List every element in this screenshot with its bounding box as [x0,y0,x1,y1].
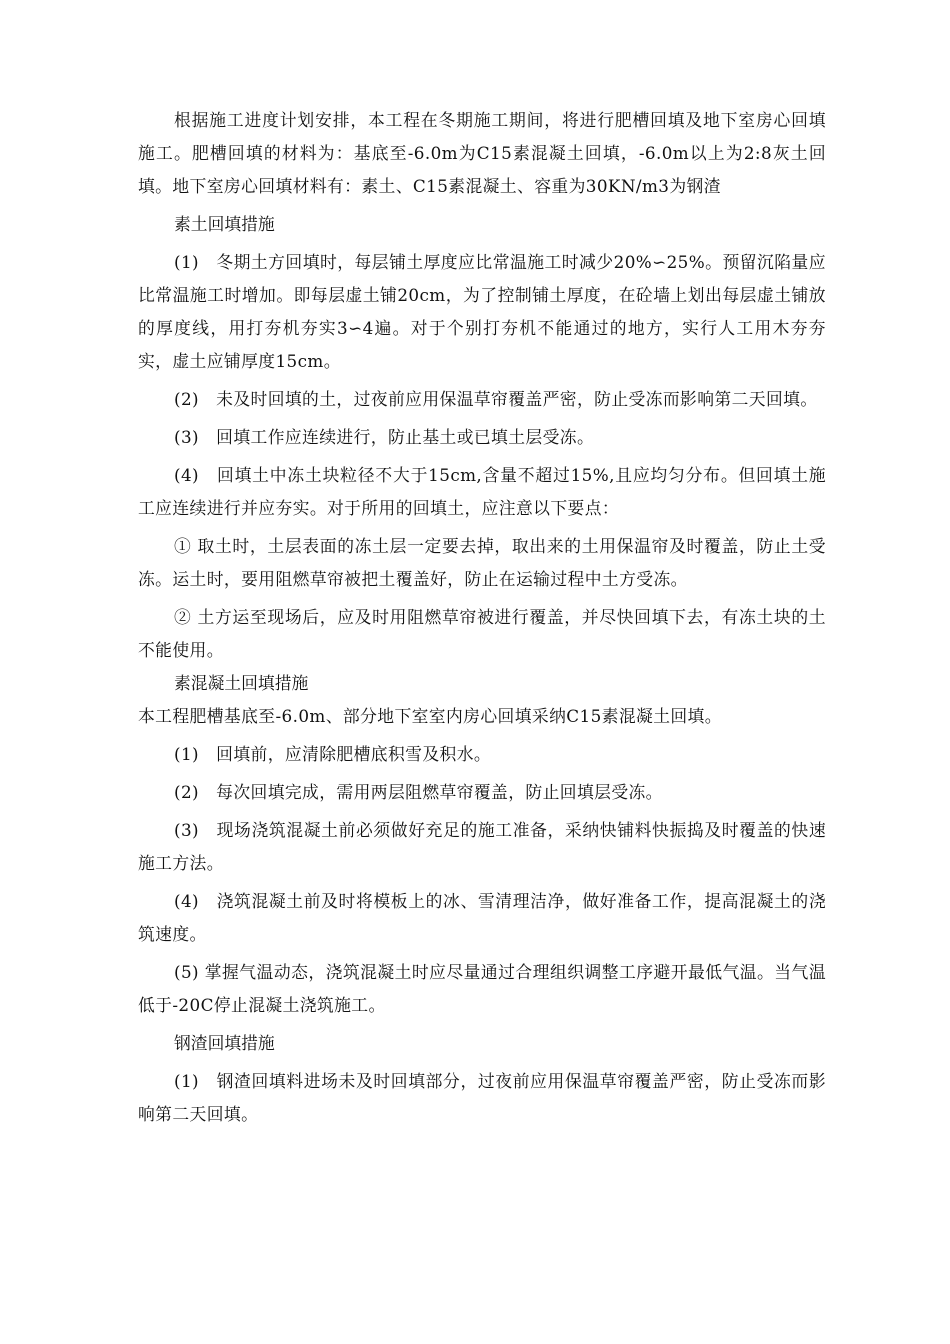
concrete-item-5: (5) 掌握气温动态，浇筑混凝土时应尽量通过合理组织调整工序避开最低气温。当气温低于-20C停止混凝土浇筑施工。 [138,962,826,1015]
concrete-item-4: (4) 浇筑混凝土前及时将模板上的冰、雪清理洁净，做好准备工作，提高混凝土的浇筑速度。 [138,891,826,944]
soil-point-2: ② 土方运至现场后，应及时用阻燃草帘被进行覆盖，并尽快回填下去，有冻土块的土不能使用。 [138,607,826,660]
section-title-slag-backfill: 钢渣回填措施 [174,1033,275,1053]
soil-point-1: ① 取土时，土层表面的冻土层一定要去掉，取出来的土用保温帘及时覆盖，防止土受冻。运土时，要用阻燃草帘被把土覆盖好，防止在运输过程中土方受冻。 [138,536,826,589]
document-body [138,104,826,1131]
concrete-item-2: (2) 每次回填完成，需用两层阻燃草帘覆盖，防止回填层受冻。 [174,782,663,802]
soil-item-4: (4) 回填土中冻土块粒径不大于15cm,含量不超过15%,且应均匀分布。但回填土施工应连续进行并应夯实。对于所用的回填土，应注意以下要点： [138,465,826,518]
slag-item-1: (1) 钢渣回填料进场未及时回填部分，过夜前应用保温草帘覆盖严密，防止受冻而影响第二天回填。 [138,1071,826,1124]
concrete-item-1: (1) 回填前，应清除肥槽底积雪及积水。 [174,744,492,764]
intro-paragraph: 根据施工进度计划安排，本工程在冬期施工期间，将进行肥槽回填及地下室房心回填施工。肥槽回填的材料为：基底至-6.0m为C15素混凝土回填，-6.0m以上为2:8灰土回填。地下室房心回填材料有：素土、C15素混凝土、容重为30KN/m3为钢渣 [138,110,826,196]
section-title-soil-backfill: 素土回填措施 [174,214,275,234]
soil-item-3: (3) 回填工作应连续进行，防止基土或已填土层受冻。 [174,427,595,447]
concrete-intro: 本工程肥槽基底至-6.0m、部分地下室室内房心回填采纳C15素混凝土回填。 [138,706,722,726]
concrete-item-3: (3) 现场浇筑混凝土前必须做好充足的施工准备，采纳快铺料快振捣及时覆盖的快速施工方法。 [138,820,826,873]
soil-item-2: (2) 未及时回填的土，过夜前应用保温草帘覆盖严密，防止受冻而影响第二天回填。 [174,389,818,409]
section-title-concrete-backfill: 素混凝土回填措施 [174,673,309,693]
soil-item-1: (1) 冬期土方回填时，每层铺土厚度应比常温施工时减少20%∽25%。预留沉陷量应比常温施工时增加。即每层虚土铺20cm，为了控制铺土厚度，在砼墙上划出每层虚土铺放的厚度线，用打夯机夯实3∽4遍。对于个别打夯机不能通过的地方，实行人工用木夯夯实，虚土应铺厚度15cm。 [138,252,826,371]
